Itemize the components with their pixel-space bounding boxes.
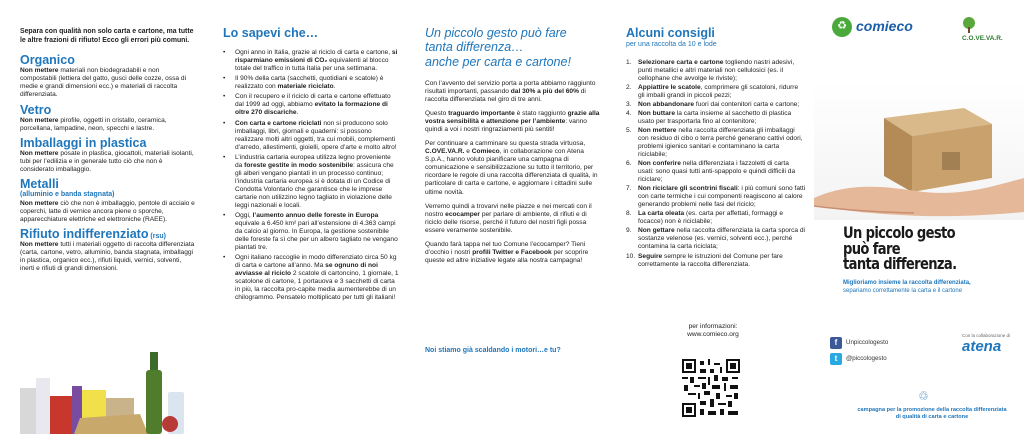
consigli-subtitle: per una raccolta da 10 e lode: [626, 41, 717, 49]
metalli-title: Metalli: [20, 176, 59, 191]
imballaggi-title: Imballaggi in plastica: [20, 135, 147, 150]
recycle-leaf-icon: ♻: [832, 17, 852, 37]
facebook-link[interactable]: f Unpiccologesto: [830, 337, 888, 349]
list-item: • Con il recupero e il riciclo di carta e cartone effettuato dal 1999 ad oggi, abbiamo evitato la formazione di oltre 270 discariche.: [223, 93, 399, 117]
list-item: 1. Selezionare carta e cartone togliendo nastri adesivi, punti metallici e altri materiali non cellulosici (es. il cellophane che avvolge le riviste);: [626, 58, 795, 82]
rsu-title: Rifiuto indifferenziato (rsu): [20, 226, 166, 241]
list-item: • Ogni italiano raccoglie in modo differenziato circa 50 kg di carta e cartone all’anno. Ma se ognuno di noi avviasse al riciclo 2 scatole di cartoncino, 1 giornale, 1 scatolone di cartone, 1 portauova e 3 sacchetti di carta in più, la raccolta pro-capite media aumenterebbe di un chilogrammo. Pensatelo moltiplicato per tutti gli italiani!: [223, 254, 399, 302]
list-item: • Con carta e cartone riciclati non si producono solo imballaggi, libri, giornali e quaderni: si possono realizzare molti altri oggetti, tra cui mobili, complementi d’arredo, allestimenti, gioielli, opere d’arte e molto altro!: [223, 120, 399, 152]
twitter-icon: t: [830, 353, 842, 365]
coveva-logo: [962, 17, 1022, 43]
section-rsu: [20, 228, 197, 273]
metalli-text: Non mettere ciò che non è imballaggio, pentole di acciaio e coperchi, latte di vernice ancora piene o sporche, apparecchiature elettriche ed elettroniche (RAEE).: [20, 199, 195, 223]
consigli-title: Alcuni consigli: [626, 26, 715, 40]
list-item: 9. Non gettare nella raccolta differenziata la carta sporca di sostanze velenose (es. vernici, solventi ecc.), perché contamina la carta riciclata;: [626, 227, 805, 251]
organico-title: Organico: [20, 53, 75, 68]
paragraph: Con l’avvento del servizio porta a porta abbiamo raggiunto risultati importanti, passando dal 30% a più del 60% di raccolta differenziata nel giro di tre anni.: [425, 80, 596, 104]
facebook-icon: f: [830, 337, 842, 349]
lo-sapevi-title: Lo sapevi che…: [223, 26, 319, 40]
comieco-wordmark: comieco: [856, 18, 913, 35]
cover-title: Un piccolo gesto può fare tanta differenza.: [843, 223, 957, 274]
qr-code-icon[interactable]: [682, 359, 740, 417]
recycle-icon: ♲: [918, 389, 929, 403]
section-imballaggi: [20, 137, 197, 174]
gesto-title-line2: tanta differenza…: [425, 40, 524, 55]
paragraph: Per continuare a camminare su questa strada virtuosa, C.OVE.VA.R. e Comieco, in collaborazione con Atena S.p.A., hanno voluto pianificare una campagna di comunicazione e sensibilizzazione su tutto il territorio, per ricordare le regole di una raccolta differenziata di qualità, in particolare di carta e cartone, e aggiornare i cittadini sulle ultime novità.: [425, 140, 598, 196]
panel-piccolo-gesto: [407, 0, 612, 438]
list-item: 4. Non buttare la carta insieme al sacchetto di plastica usato per trasportarla fino al contenitore;: [626, 109, 792, 125]
section-vetro: [20, 104, 197, 133]
list-item: • Oggi, l’aumento annuo delle foreste in Europa equivale a 6.450 km² pari all’estensione di 4.363 campi da calcio al giorno. In Europa, la gestione sostenibile delle foreste fa sì che per un albero tagliato ne vengano piantati tre.: [223, 212, 399, 252]
tree-icon: [962, 17, 976, 33]
list-item: 10. Seguire sempre le istruzioni del Comune per fare correttamente la raccolta differenziata.: [626, 252, 783, 268]
list-item: • Ogni anno in Italia, grazie al riciclo di carta e cartone, si risparmiano emissioni di CO₂ equivalenti al blocco totale del traffico in tutta Italia per una settimana.: [223, 49, 399, 73]
section-metalli: [20, 178, 197, 224]
list-item: 6. Non conferire nella differenziata i fazzoletti di carta usati: sono quasi tutti anti-spappolo e quindi difficili da riciclare;: [626, 160, 796, 184]
household-products-image: [20, 348, 198, 434]
vetro-title: Vetro: [20, 102, 52, 117]
list-item: • Il 90% della carta (sacchetti, quotidiani e scatole) è realizzato con materiale riciclato.: [223, 75, 399, 91]
list-item: 2. Appiattire le scatole, comprimere gli scatoloni, ridurre gli imballi grandi in piccoli pezzi;: [626, 83, 799, 99]
coveva-name: C.O.VE.VA.R.: [962, 35, 1003, 43]
paragraph: Quando farà tappa nel tuo Comune l’ecocamper? Tieni d’occhio i nostri profili Twitter e Facebook per scoprire queste ed altre iniziative legate alla nostra campagna!: [425, 240, 589, 264]
list-item: 5. Non mettere nella raccolta differenziata gli imballaggi con residuo di cibo o terra perché generano cattivi odori, problemi igienico sanitari e contaminano la carta riciclabile;: [626, 127, 803, 159]
atena-logo: Con la collaborazione di atena: [962, 333, 1011, 356]
tips-list: [626, 59, 806, 269]
panel-lo-sapevi: [207, 0, 407, 438]
metalli-subtitle: (alluminio e banda stagnata): [20, 191, 115, 199]
info-label: per informazioni:: [688, 323, 738, 330]
gesto-title-line1: Un piccolo gesto può fare: [425, 26, 567, 40]
hand-holding-box-image: [814, 80, 1024, 220]
list-item: • L’industria cartaria europea utilizza legno proveniente da foreste gestite in modo sostenibile: assicura che gli alberi vengano piantati in un processo continuo; l’industria cartaria europea si è dotata di un Codice di Condotta Volontario che garantisce che le imprese cartarie non utilizzino legno tagliato in violazione delle leggi nazionali e locali.: [223, 154, 399, 210]
twitter-link[interactable]: t @piccologesto: [830, 353, 887, 365]
paragraph: Verremo quindi a trovarvi nelle piazze e nei mercati con il nostro ecocamper per parlare di ambiente, di rifiuti e di riciclo delle risorse, perché il futuro del nostri figli possa essere veramente sostenibile.: [425, 202, 592, 234]
list-item: 8. La carta oleata (es. carta per affettati, formaggi e focacce) non è riciclabile;: [626, 210, 784, 226]
list-item: 7. Non riciclare gli scontrini fiscali: i più comuni sono fatti con carte termiche i cui componenti reagiscono al calore generando problemi nelle fasi del riciclo;: [626, 185, 806, 209]
motori-tagline: Noi stiamo già scaldando i motori…e tu?: [425, 347, 561, 354]
organico-text: Non mettere materiali non biodegradabili e non compostabili (lettiera del gatto, gusci delle cozze, ossa di medie e grandi dimensioni ecc.) e materiali di raccolta differenziata.: [20, 67, 187, 99]
vetro-text: Non mettere pirofile, oggetti in cristallo, ceramica, porcellana, lampadine, neon, specchi e lastre.: [20, 116, 167, 132]
info-url[interactable]: www.comieco.org: [687, 331, 739, 339]
comieco-logo: [832, 17, 913, 37]
campaign-footer: campagna per la promozione della raccolta differenziata di qualità di carta e cartone: [857, 407, 1007, 421]
info-block: [612, 323, 814, 339]
cover-subtitle: Miglioriamo insieme la raccolta differenziata, separiamo correttamente la carta e il cartone: [843, 280, 971, 294]
paragraph: Questo traguardo importante è stato raggiunto grazie alla vostra sensibilità e attenzione per l’ambiente: vanno quindi a voi i nostri ringraziamenti più sentiti!: [425, 110, 600, 134]
intro-text: Separa con qualità non solo carta e cartone, ma tutte le altre frazioni di rifiuto! Ecco gli errori più comuni.: [20, 28, 194, 44]
facts-list: [223, 49, 399, 302]
gesto-title-line3: anche per carta e cartone!: [425, 54, 571, 69]
section-organico: [20, 54, 197, 99]
rsu-text: Non mettere tutti i materiali oggetto di raccolta differenziata (carta, cartone, vetro, alluminio, banda stagnata, imballaggi in plastica, organico ecc.), rifiuti liquidi, vernici, solventi, inerti e rifiuti di grandi dimensioni.: [20, 240, 195, 272]
list-item: 3. Non abbandonare fuori dai contenitori carta e cartone;: [626, 100, 800, 108]
imballaggi-text: Non mettere posate in plastica, giocattoli, materiali isolanti, tubi per l’edilizia e in generale tutto ciò che non è considerato imballaggio.: [20, 149, 194, 173]
